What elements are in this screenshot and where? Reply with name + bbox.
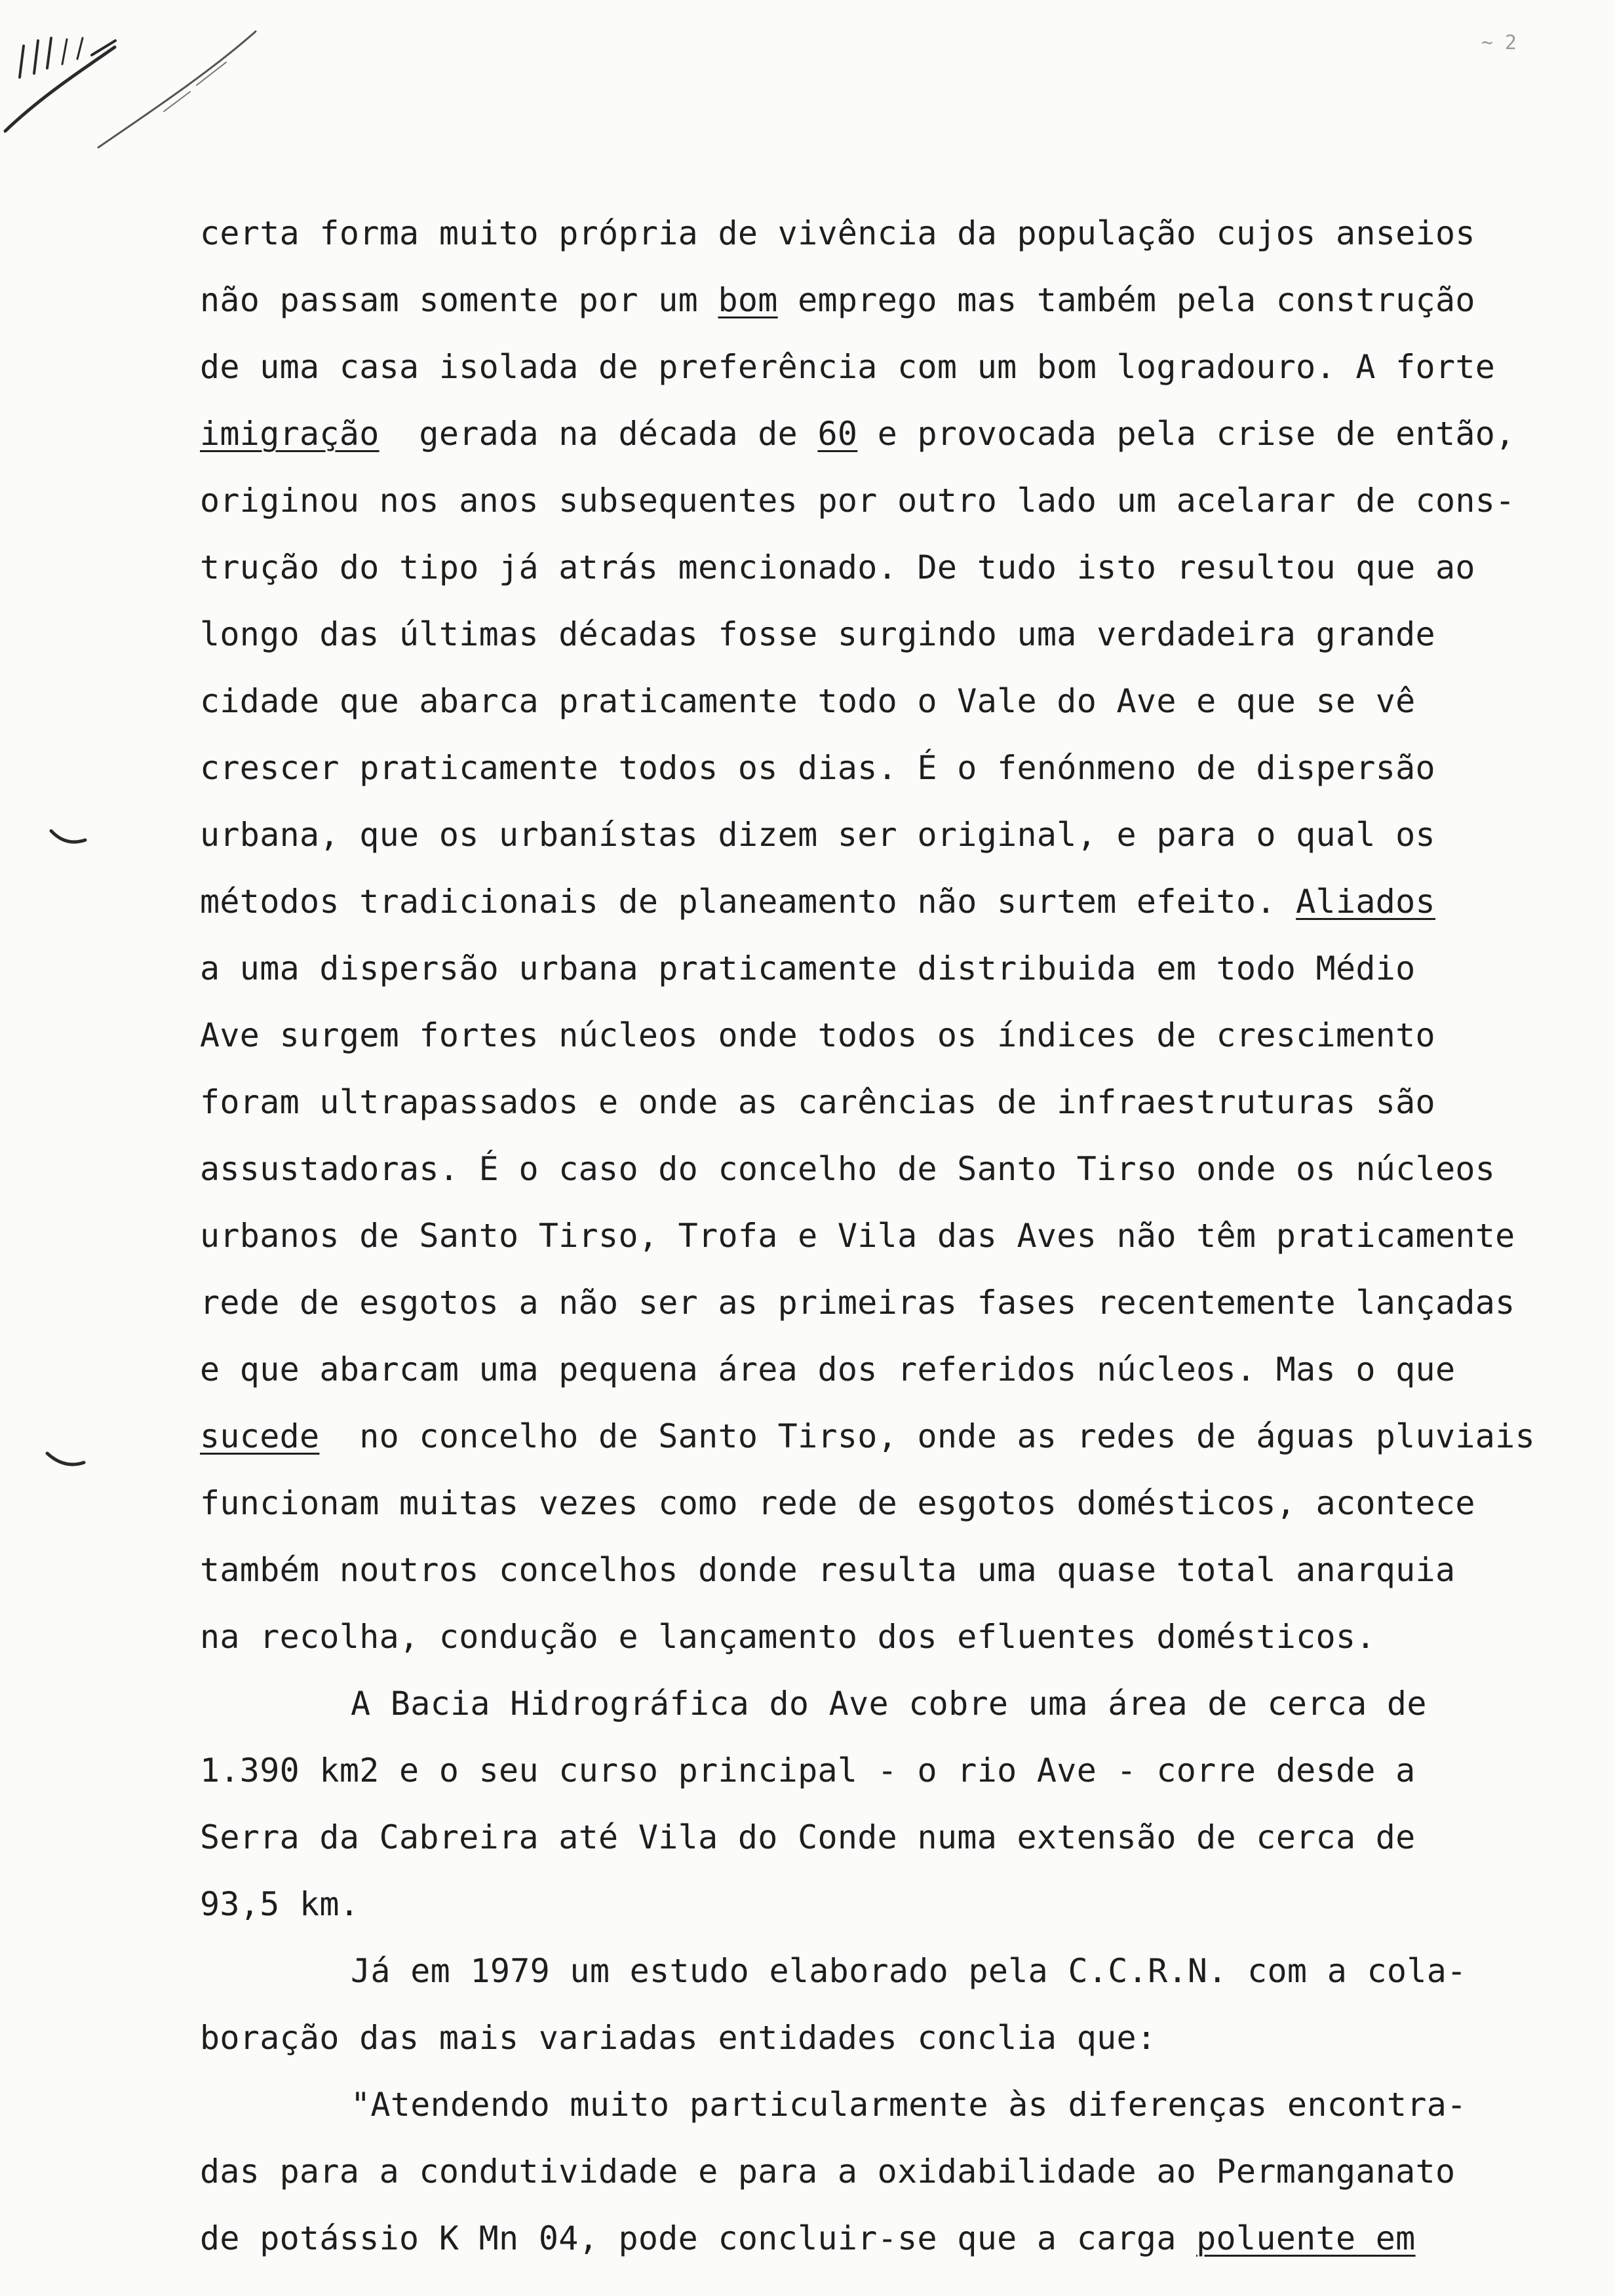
- text-segment: de potássio K Mn 04, pode concluir-se que a carga: [200, 2219, 1197, 2257]
- text-segment: assustadoras. É o caso do concelho de Santo Tirso onde os núcleos: [200, 1150, 1496, 1188]
- text-line: [200, 1804, 1576, 1871]
- text-line: [200, 1002, 1576, 1069]
- binding-marks-left: [47, 831, 85, 1464]
- text-line: [200, 1403, 1576, 1470]
- text-line: [200, 801, 1576, 868]
- text-segment: gerada na década de: [379, 415, 818, 453]
- text-segment: de uma casa isolada de preferência com um bom logradouro. A forte: [200, 348, 1496, 386]
- text-segment: trução do tipo já atrás mencionado. De tudo isto resultou que ao: [200, 548, 1475, 586]
- underlined-text: 60: [817, 415, 858, 453]
- underlined-text: Aliados: [1296, 883, 1435, 921]
- text-line: [200, 400, 1576, 467]
- underlined-text: bom: [718, 281, 778, 319]
- text-segment: crescer praticamente todos os dias. É o fenónmeno de dispersão: [200, 749, 1435, 787]
- text-line: [200, 1136, 1576, 1202]
- text-segment: e provocada pela crise de então,: [857, 415, 1515, 453]
- text-segment: cidade que abarca praticamente todo o Vale do Ave e que se vê: [200, 682, 1416, 720]
- text-segment: 1.390 km2 e o seu curso principal - o rio Ave - corre desde a: [200, 1751, 1416, 1789]
- text-segment: funcionam muitas vezes como rede de esgotos domésticos, acontece: [200, 1484, 1475, 1522]
- text-line: [200, 2004, 1576, 2071]
- text-line: [200, 1938, 1576, 2004]
- text-segment: foram ultrapassados e onde as carências de infraestruturas são: [200, 1083, 1435, 1121]
- text-line: [200, 2138, 1576, 2205]
- underlined-text: poluente em: [1196, 2219, 1416, 2257]
- text-line: [200, 1537, 1576, 1603]
- text-line: [200, 334, 1576, 400]
- text-line: [200, 935, 1576, 1002]
- text-segment: rede de esgotos a não ser as primeiras fases recentemente lançadas: [200, 1284, 1515, 1322]
- text-line: [200, 1336, 1576, 1403]
- text-segment: longo das últimas décadas fosse surgindo uma verdadeira grande: [200, 615, 1435, 653]
- text-segment: Serra da Cabreira até Vila do Conde numa extensão de cerca de: [200, 1818, 1416, 1856]
- text-segment: na recolha, condução e lançamento dos efluentes domésticos.: [200, 1618, 1376, 1656]
- text-segment: certa forma muito própria de vivência da população cujos anseios: [200, 214, 1475, 252]
- text-segment: urbana, que os urbanístas dizem ser original, e para o qual os: [200, 816, 1435, 854]
- text-segment: A Bacia Hidrográfica do Ave cobre uma área de cerca de: [351, 1685, 1427, 1723]
- pen-scribble-top-left: [5, 31, 256, 147]
- text-segment: Ave surgem fortes núcleos onde todos os índices de crescimento: [200, 1016, 1435, 1054]
- text-line: [200, 1069, 1576, 1136]
- text-segment: também noutros concelhos donde resulta uma quase total anarquia: [200, 1551, 1456, 1589]
- text-line: [200, 1269, 1576, 1336]
- text-line: [200, 1202, 1576, 1269]
- page-number-mark: ~ 2: [1481, 31, 1517, 54]
- text-line: [200, 200, 1576, 267]
- text-line: [200, 1603, 1576, 1670]
- text-line: [200, 868, 1576, 935]
- underlined-text: imigração: [200, 415, 379, 453]
- text-segment: a uma dispersão urbana praticamente distribuida em todo Médio: [200, 949, 1416, 987]
- text-segment: Já em 1979 um estudo elaborado pela C.C.R.N. com a cola-: [351, 1952, 1467, 1990]
- text-segment: "Atendendo muito particularmente às diferenças encontra-: [351, 2086, 1467, 2124]
- text-line: [200, 1470, 1576, 1537]
- text-line: [200, 1670, 1576, 1737]
- text-segment: métodos tradicionais de planeamento não surtem efeito.: [200, 883, 1296, 921]
- text-line: [200, 467, 1576, 534]
- text-line: [200, 668, 1576, 735]
- text-segment: das para a condutividade e para a oxidabilidade ao Permanganato: [200, 2152, 1456, 2191]
- text-segment: originou nos anos subsequentes por outro lado um acelarar de cons-: [200, 482, 1515, 520]
- text-segment: não passam somente por um: [200, 281, 718, 319]
- text-segment: e que abarcam uma pequena área dos referidos núcleos. Mas o que: [200, 1350, 1456, 1388]
- text-segment: boração das mais variadas entidades conclia que:: [200, 2019, 1157, 2057]
- text-line: [200, 1871, 1576, 1938]
- text-line: [200, 735, 1576, 801]
- text-line: [200, 534, 1576, 601]
- text-line: [200, 2071, 1576, 2138]
- body-text: [200, 200, 1576, 2272]
- underlined-text: sucede: [200, 1417, 320, 1455]
- text-line: [200, 267, 1576, 334]
- text-line: [200, 1737, 1576, 1804]
- text-segment: urbanos de Santo Tirso, Trofa e Vila das Aves não têm praticamente: [200, 1217, 1515, 1255]
- text-segment: 93,5 km.: [200, 1885, 360, 1923]
- text-segment: emprego mas também pela construção: [777, 281, 1475, 319]
- text-line: [200, 2205, 1576, 2272]
- text-segment: no concelho de Santo Tirso, onde as redes de águas pluviais: [319, 1417, 1535, 1455]
- text-line: [200, 601, 1576, 668]
